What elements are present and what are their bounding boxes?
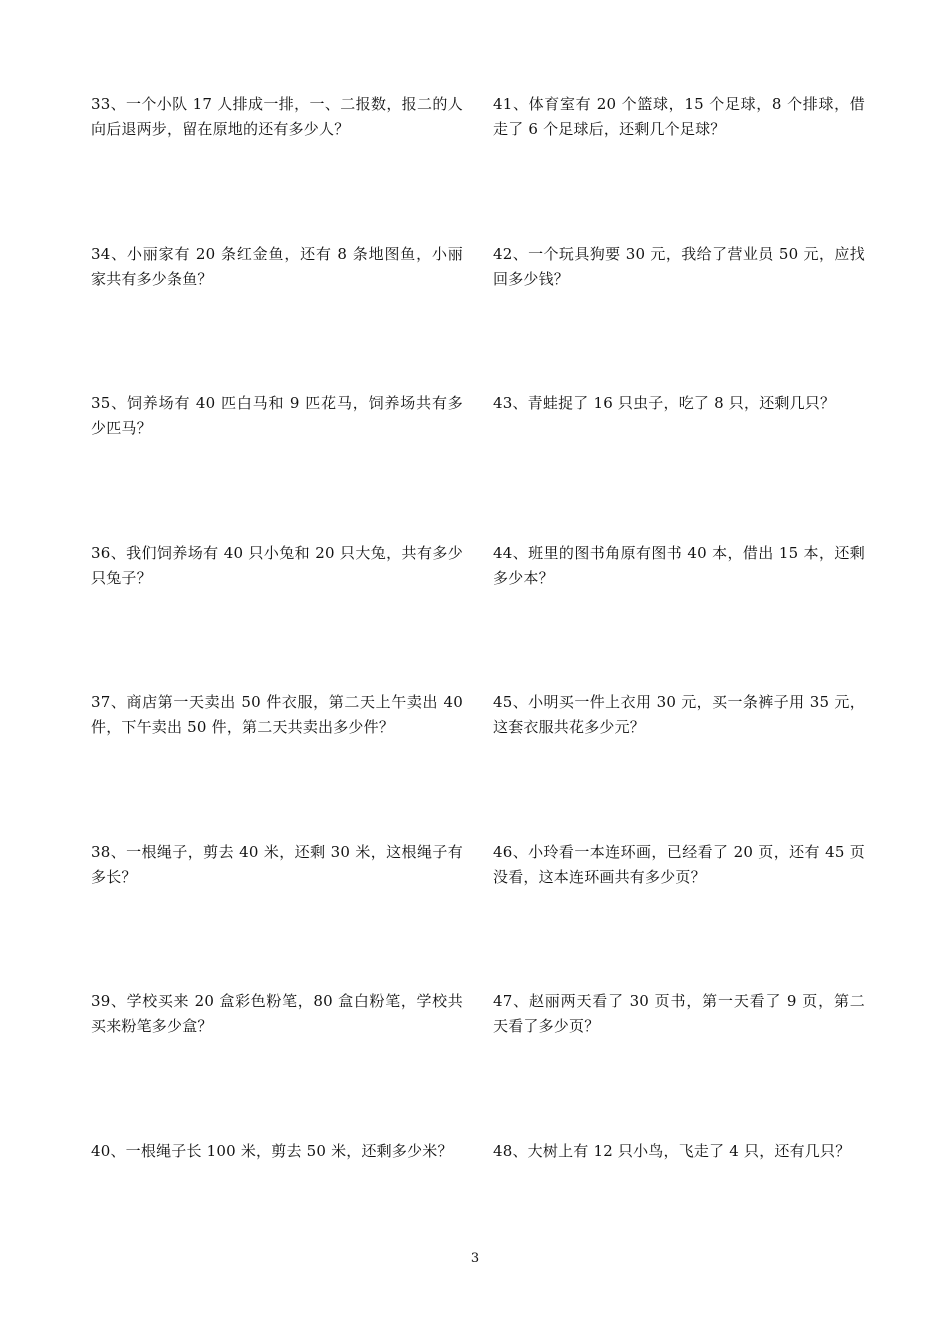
- problem-45: 45、小明买一件上衣用 30 元，买一条裤子用 35 元，这套衣服共花多少元？: [493, 693, 865, 736]
- problem-38: 38、一根绳子，剪去 40 米，还剩 30 米，这根绳子有多长？: [91, 842, 463, 886]
- problem-36: 36、我们饲养场有 40 只小兔和 20 只大兔，共有多少只兔子？: [91, 543, 463, 587]
- problem-42: 42、一个玩具狗要 30 元，我给了营业员 50 元，应找回多少钱？: [493, 244, 865, 288]
- problem-33: 33、一个小队 17 人排成一排，一、二报数，报二的人向后退两步，留在原地的还有多少人？: [91, 95, 463, 138]
- problem-40: 40、一根绳子长 100 米，剪去 50 米，还剩多少米？: [91, 1141, 453, 1160]
- left-problem-column: [91, 92, 463, 1288]
- problem-39: 39、学校买来 20 盒彩色粉笔，80 盒白粉笔，学校共买来粉笔多少盒？: [91, 992, 463, 1035]
- problem-34: 34、小丽家有 20 条红金鱼，还有 8 条地图鱼，小丽家共有多少条鱼？: [91, 244, 463, 288]
- page-number: 3: [470, 1251, 480, 1266]
- problem-48: 48、大树上有 12 只小鸟，飞走了 4 只，还有几只？: [493, 1141, 851, 1160]
- problem-37: 37、商店第一天卖出 50 件衣服，第二天上午卖出 40 件，下午卖出 50 件，第二天共卖出多少件？: [91, 693, 463, 736]
- problem-41: 41、体育室有 20 个篮球，15 个足球，8 个排球，借走了 6 个足球后，还剩几个足球？: [493, 95, 865, 138]
- problem-46: 46、小玲看一本连环画，已经看了 20 页，还有 45 页没看，这本连环画共有多少页？: [493, 842, 865, 886]
- problem-43: 43、青蛙捉了 16 只虫子，吃了 8 只，还剩几只？: [493, 394, 836, 412]
- problem-47: 47、赵丽两天看了 30 页书，第一天看了 9 页，第二天看了多少页？: [493, 992, 865, 1035]
- problem-44: 44、班里的图书角原有图书 40 本，借出 15 本，还剩多少本？: [493, 543, 865, 587]
- problem-35: 35、饲养场有 40 匹白马和 9 匹花马，饲养场共有多少匹马？: [91, 394, 463, 437]
- right-problem-column: [493, 92, 865, 1288]
